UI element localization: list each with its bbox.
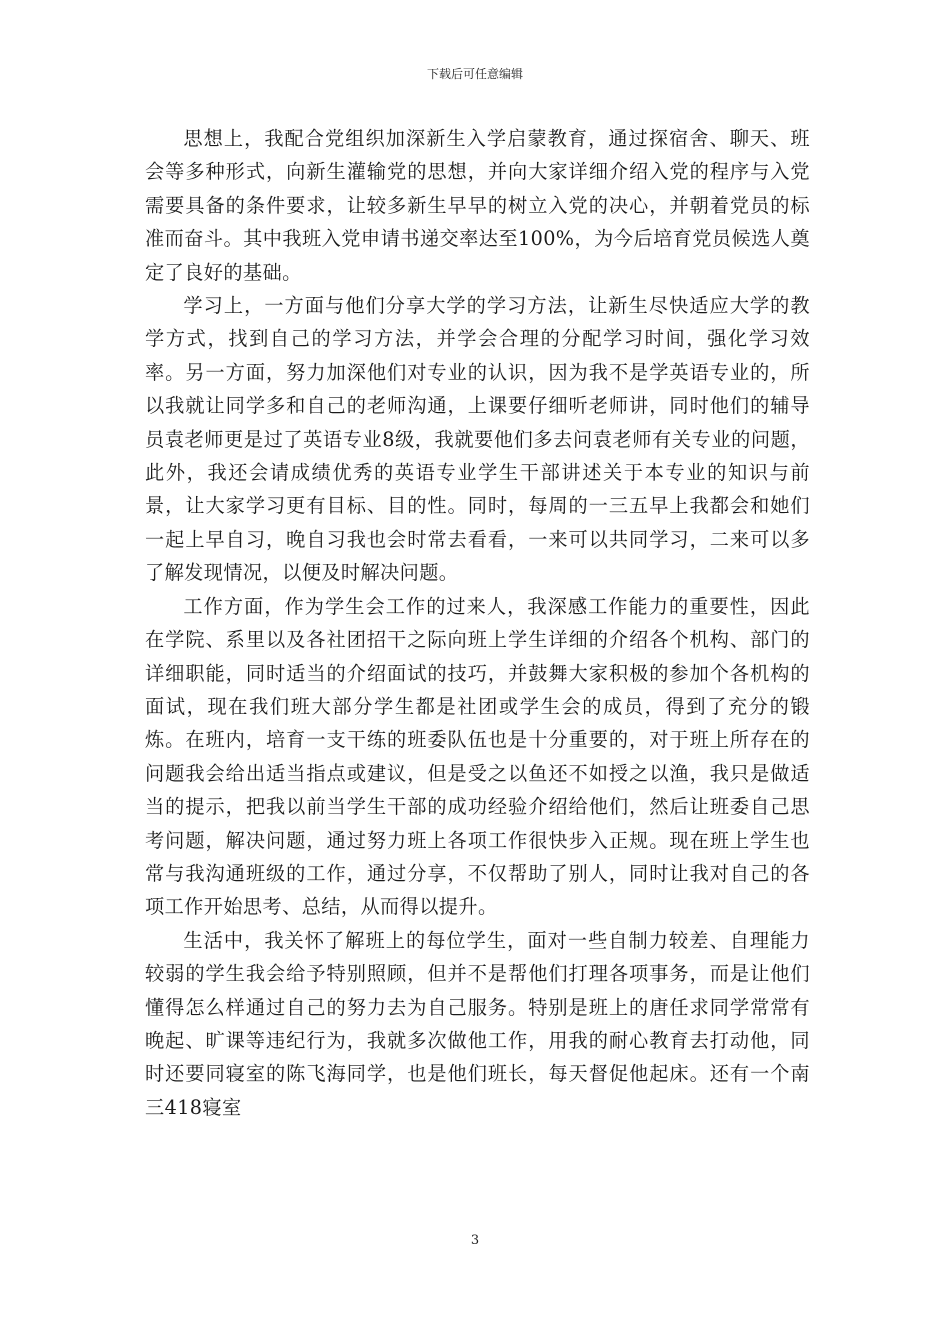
- page-number: 3: [470, 1233, 480, 1248]
- page-header: 下载后可任意编辑: [426, 67, 523, 81]
- paragraph-ideology: 思想上，我配合党组织加深新生入学启蒙教育，通过探宿舍、聊天、班会等多种形式，向新生灌输党的思想，并向大家详细介绍入党的程序与入党需要具备的条件要求，让较多新生早早的树立入党的决心，并朝着党员的标准而奋斗。其中我班入党申请书递交率达至100%，为今后培育党员候选人奠定了良好的基础。: [145, 127, 810, 284]
- document-body: [145, 122, 810, 1124]
- paragraph-work: 工作方面，作为学生会工作的过来人，我深感工作能力的重要性，因此在学院、系里以及各社团招干之际向班上学生详细的介绍各个机构、部门的详细职能，同时适当的介绍面试的技巧，并鼓舞大家积极的参加个各机构的面试，现在我们班大部分学生都是社团或学生会的成员，得到了充分的锻炼。在班内，培育一支干练的班委队伍也是十分重要的，对于班上所存在的问题我会给出适当指点或建议，但是受之以鱼还不如授之以渔，我只是做适当的提示，把我以前当学生干部的成功经验介绍给他们，然后让班委自己思考问题，解决问题，通过努力班上各项工作很快步入正规。现在班上学生也常与我沟通班级的工作，通过分享，不仅帮助了别人，同时让我对自己的各项工作开始思考、总结，从而得以提升。: [145, 594, 810, 919]
- paragraph-life: 生活中，我关怀了解班上的每位学生，面对一些自制力较差、自理能力较弱的学生我会给予特别照顾，但并不是帮他们打理各项事务，而是让他们懂得怎么样通过自己的努力去为自己服务。特别是班上的唐任求同学常常有晚起、旷课等违纪行为，我就多次做他工作，用我的耐心教育去打动他，同时还要同寝室的陈飞海同学，也是他们班长，每天督促他起床。还有一个南三418寝室: [145, 928, 810, 1119]
- paragraph-study: 学习上，一方面与他们分享大学的学习方法，让新生尽快适应大学的教学方式，找到自己的学习方法，并学会合理的分配学习时间，强化学习效率。另一方面，努力加深他们对专业的认识，因为我不是学英语专业的，所以我就让同学多和自己的老师沟通，上课要仔细听老师讲，同时他们的辅导员袁老师更是过了英语专业8级，我就要他们多去问袁老师有关专业的问题，此外，我还会请成绩优秀的英语专业学生干部讲述关于本专业的知识与前景，让大家学习更有目标、目的性。同时，每周的一三五早上我都会和她们一起上早自习，晚自习我也会时常去看看，一来可以共同学习，二来可以多了解发现情况，以便及时解决问题。: [145, 294, 810, 585]
